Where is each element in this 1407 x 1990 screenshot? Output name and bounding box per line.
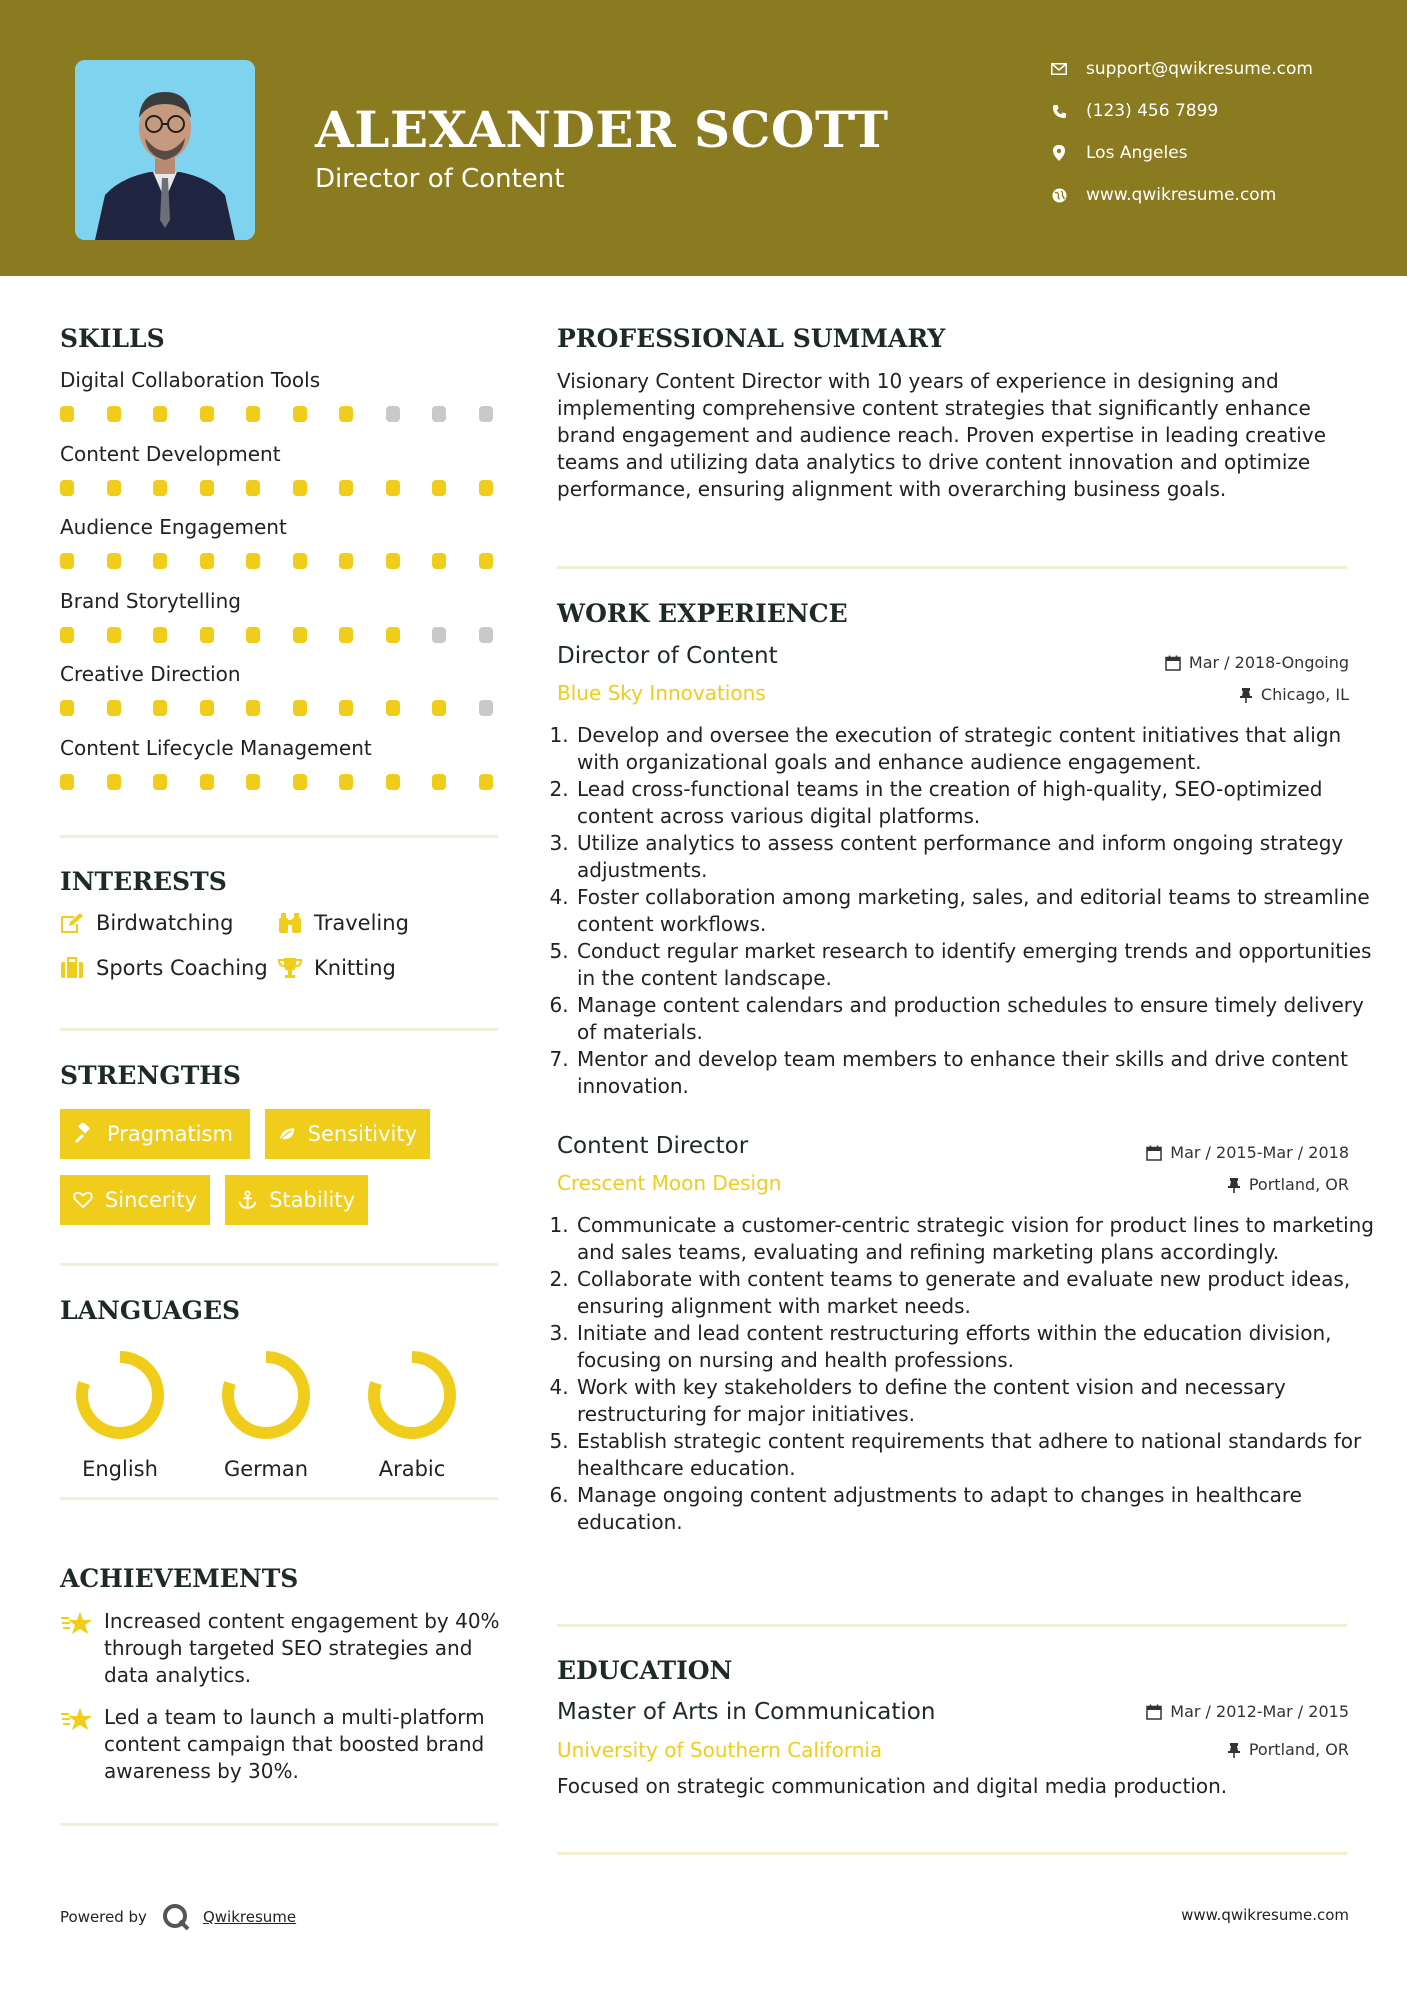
rating-dot-filled bbox=[432, 774, 446, 790]
rating-dot-filled bbox=[60, 406, 74, 422]
rating-dot-filled bbox=[107, 480, 121, 496]
skill-name: Creative Direction bbox=[60, 662, 241, 686]
strength-badge bbox=[265, 1109, 430, 1159]
rating-dot-filled bbox=[246, 627, 260, 643]
language-item bbox=[65, 1347, 175, 1481]
interest-label: Traveling bbox=[314, 911, 409, 935]
rating-dot-filled bbox=[246, 774, 260, 790]
rating-dot-filled bbox=[200, 627, 214, 643]
calendar-icon bbox=[1165, 655, 1181, 671]
divider bbox=[557, 1624, 1347, 1627]
job-bullet: 4. Work with key stakeholders to define the content vision and necessary restructuring for major initiatives. bbox=[575, 1374, 1375, 1428]
skill-name: Brand Storytelling bbox=[60, 588, 241, 613]
map-pin-icon bbox=[1050, 144, 1068, 162]
contact-phone-text: (123) 456 7899 bbox=[1086, 101, 1219, 121]
language-level-arc bbox=[228, 1357, 304, 1433]
language-label: German bbox=[223, 1457, 309, 1481]
job-dates-text: Mar / 2018-Ongoing bbox=[1188, 653, 1349, 672]
language-item bbox=[211, 1347, 321, 1481]
candidate-title: Director of Content bbox=[315, 164, 565, 194]
rating-dot-filled bbox=[107, 406, 121, 422]
strength-label: Sensitivity bbox=[307, 1122, 417, 1146]
rating-dot-filled bbox=[153, 480, 167, 496]
rating-dot-filled bbox=[246, 480, 260, 496]
job-title: Content Director bbox=[557, 1133, 749, 1159]
language-ring bbox=[364, 1347, 460, 1443]
rating-dot-filled bbox=[200, 480, 214, 496]
degree-title: Master of Arts in Communication bbox=[557, 1699, 936, 1725]
skill-rating bbox=[60, 700, 525, 716]
rating-dot-filled bbox=[107, 627, 121, 643]
calendar-icon bbox=[1146, 1704, 1162, 1720]
strength-label: Stability bbox=[269, 1188, 355, 1212]
job-location bbox=[1239, 685, 1349, 704]
language-item bbox=[357, 1347, 467, 1481]
divider bbox=[557, 1852, 1347, 1855]
rating-dot-filled bbox=[339, 774, 353, 790]
rating-dot-empty bbox=[479, 700, 493, 716]
rating-dot-empty bbox=[386, 406, 400, 422]
interest-traveling bbox=[278, 911, 409, 935]
star-icon bbox=[60, 1610, 94, 1636]
job-bullet: 5. Establish strategic content requirements that adhere to national standards for healthcare education. bbox=[575, 1428, 1375, 1482]
job-location-text: Chicago, IL bbox=[1260, 685, 1349, 704]
skill-name: Content Lifecycle Management bbox=[60, 735, 372, 760]
education-dates-text: Mar / 2012-Mar / 2015 bbox=[1170, 1702, 1349, 1721]
rating-dot-filled bbox=[200, 774, 214, 790]
rating-dot-filled bbox=[339, 553, 353, 569]
header-banner bbox=[0, 0, 1407, 276]
leaf-icon bbox=[278, 1123, 296, 1145]
rating-dot-filled bbox=[293, 553, 307, 569]
education-heading: EDUCATION bbox=[557, 1656, 733, 1685]
achievement-item bbox=[60, 1704, 500, 1785]
rating-dot-filled bbox=[479, 480, 493, 496]
rating-dot-filled bbox=[293, 406, 307, 422]
skill-rating bbox=[60, 627, 525, 643]
divider bbox=[60, 1497, 498, 1500]
skills-heading: SKILLS bbox=[60, 324, 165, 353]
skill-rating bbox=[60, 774, 525, 790]
rating-dot-empty bbox=[432, 627, 446, 643]
achievement-item bbox=[60, 1608, 500, 1689]
skill-name: Audience Engagement bbox=[60, 515, 287, 539]
pencil-icon bbox=[60, 912, 84, 934]
rating-dot-filled bbox=[386, 627, 400, 643]
rating-dot-filled bbox=[153, 406, 167, 422]
contact-location-text: Los Angeles bbox=[1086, 143, 1188, 163]
powered-by bbox=[60, 1902, 296, 1932]
globe-icon bbox=[1050, 186, 1068, 204]
rating-dot-filled bbox=[60, 627, 74, 643]
rating-dot-filled bbox=[60, 700, 74, 716]
divider bbox=[60, 835, 498, 838]
contact-website-text: www.qwikresume.com bbox=[1086, 185, 1277, 205]
interest-birdwatching bbox=[60, 911, 233, 935]
rating-dot-filled bbox=[107, 774, 121, 790]
job-location-text: Portland, OR bbox=[1248, 1175, 1349, 1194]
skill-rating bbox=[60, 406, 525, 422]
language-level-arc bbox=[82, 1357, 158, 1433]
job-bullet: 6. Manage content calendars and production schedules to ensure timely delivery of materials. bbox=[575, 992, 1375, 1046]
rating-dot-filled bbox=[293, 627, 307, 643]
job-title: Director of Content bbox=[557, 643, 778, 669]
rating-dot-filled bbox=[432, 553, 446, 569]
divider bbox=[557, 566, 1347, 569]
interest-knitting bbox=[278, 956, 396, 980]
job-bullets bbox=[551, 1212, 1375, 1536]
rating-dot-filled bbox=[60, 553, 74, 569]
strength-label: Sincerity bbox=[104, 1188, 197, 1212]
rating-dot-empty bbox=[479, 406, 493, 422]
job-bullets bbox=[551, 722, 1375, 1100]
rating-dot-filled bbox=[107, 553, 121, 569]
strength-label: Pragmatism bbox=[107, 1122, 233, 1146]
rating-dot-filled bbox=[200, 553, 214, 569]
rating-dot-filled bbox=[246, 700, 260, 716]
job-bullet: 1. Develop and oversee the execution of strategic content initiatives that align with organizational goals and enhance audience engagement. bbox=[575, 722, 1375, 776]
company-name: Crescent Moon Design bbox=[557, 1171, 782, 1195]
job-dates bbox=[1165, 653, 1349, 672]
strength-badge bbox=[60, 1109, 250, 1159]
language-label: English bbox=[82, 1457, 158, 1481]
rating-dot-filled bbox=[432, 700, 446, 716]
contact-email[interactable] bbox=[1050, 59, 1313, 79]
rating-dot-empty bbox=[479, 627, 493, 643]
job-bullet: 3. Utilize analytics to assess content performance and inform ongoing strategy adjustments. bbox=[575, 830, 1375, 884]
strengths-heading: STRENGTHS bbox=[60, 1061, 241, 1090]
brand-link[interactable]: Qwikresume bbox=[202, 1908, 297, 1926]
rating-dot-filled bbox=[339, 406, 353, 422]
footer-website[interactable]: www.qwikresume.com bbox=[1181, 1906, 1349, 1924]
contact-location bbox=[1050, 143, 1188, 163]
job-bullet: 4. Foster collaboration among marketing, sales, and editorial teams to streamline content workflows. bbox=[575, 884, 1375, 938]
rating-dot-filled bbox=[293, 480, 307, 496]
language-label: Arabic bbox=[378, 1457, 446, 1481]
job-dates-text: Mar / 2015-Mar / 2018 bbox=[1170, 1143, 1349, 1162]
pin-icon bbox=[1227, 1742, 1241, 1758]
interest-label: Knitting bbox=[314, 956, 396, 980]
job-bullet: 2. Lead cross-functional teams in the creation of high-quality, SEO-optimized content across various digital platforms. bbox=[575, 776, 1375, 830]
job-dates bbox=[1146, 1143, 1349, 1162]
rating-dot-filled bbox=[153, 627, 167, 643]
divider bbox=[60, 1263, 498, 1266]
language-level-arc bbox=[374, 1357, 450, 1433]
star-icon bbox=[60, 1706, 94, 1732]
skill-name: Digital Collaboration Tools bbox=[60, 368, 321, 392]
interest-label: Sports Coaching bbox=[96, 956, 268, 980]
rating-dot-filled bbox=[200, 700, 214, 716]
interest-sports-coaching bbox=[60, 956, 268, 980]
rating-dot-filled bbox=[479, 774, 493, 790]
skill-name: Content Development bbox=[60, 441, 281, 466]
rating-dot-filled bbox=[386, 480, 400, 496]
job-bullet: 6. Manage ongoing content adjustments to adapt to changes in healthcare education. bbox=[575, 1482, 1375, 1536]
rating-dot-filled bbox=[60, 480, 74, 496]
rating-dot-filled bbox=[60, 774, 74, 790]
gavel-icon bbox=[73, 1123, 95, 1145]
rating-dot-filled bbox=[479, 553, 493, 569]
contact-website[interactable] bbox=[1050, 185, 1276, 205]
rating-dot-filled bbox=[339, 480, 353, 496]
strength-badge bbox=[225, 1175, 368, 1225]
skill-rating bbox=[60, 553, 525, 569]
rating-dot-filled bbox=[246, 553, 260, 569]
experience-heading: WORK EXPERIENCE bbox=[557, 599, 848, 628]
rating-dot-filled bbox=[153, 700, 167, 716]
pin-icon bbox=[1239, 687, 1253, 703]
rating-dot-filled bbox=[386, 774, 400, 790]
rating-dot-filled bbox=[200, 406, 214, 422]
interest-label: Birdwatching bbox=[96, 911, 234, 935]
rating-dot-filled bbox=[246, 406, 260, 422]
calendar-icon bbox=[1146, 1145, 1162, 1161]
contact-phone[interactable] bbox=[1050, 101, 1218, 121]
rating-dot-filled bbox=[386, 553, 400, 569]
rating-dot-filled bbox=[293, 774, 307, 790]
heart-icon bbox=[73, 1190, 93, 1210]
envelope-icon bbox=[1050, 60, 1068, 78]
profile-photo bbox=[75, 60, 255, 240]
language-ring bbox=[72, 1347, 168, 1443]
language-ring bbox=[218, 1347, 314, 1443]
divider bbox=[60, 1028, 498, 1031]
achievements-heading: ACHIEVEMENTS bbox=[60, 1564, 299, 1593]
achievement-text: Increased content engagement by 40% through targeted SEO strategies and data analytics. bbox=[104, 1609, 500, 1687]
job-bullet: 5. Conduct regular market research to identify emerging trends and opportunities in the content landscape. bbox=[575, 938, 1375, 992]
interests-heading: INTERESTS bbox=[60, 867, 227, 896]
school-name: University of Southern California bbox=[557, 1738, 883, 1762]
summary-text: Visionary Content Director with 10 years of experience in designing and implementing comprehensive content strategies that significantly enhance brand engagement and audience reach. Proven expertise in leading creative teams and utilizing data analytics to drive content innovation and optimize performance, ensuring alignment with overarching business goals. bbox=[557, 369, 1326, 501]
briefcase-icon bbox=[60, 957, 84, 979]
rating-dot-filled bbox=[153, 774, 167, 790]
pin-icon bbox=[1227, 1177, 1241, 1193]
education-location-text: Portland, OR bbox=[1248, 1740, 1349, 1759]
anchor-icon bbox=[238, 1189, 257, 1211]
rating-dot-filled bbox=[386, 700, 400, 716]
job-bullet: 7. Mentor and develop team members to enhance their skills and drive content innovation. bbox=[575, 1046, 1375, 1100]
rating-dot-filled bbox=[153, 553, 167, 569]
skill-rating bbox=[60, 480, 525, 496]
company-name: Blue Sky Innovations bbox=[557, 681, 766, 705]
education-location bbox=[1227, 1740, 1349, 1759]
rating-dot-filled bbox=[107, 700, 121, 716]
job-bullet: 3. Initiate and lead content restructuring efforts within the education division, focusing on nursing and health professions. bbox=[575, 1320, 1375, 1374]
qwikresume-logo-icon bbox=[161, 1902, 191, 1932]
languages-heading: LANGUAGES bbox=[60, 1296, 241, 1325]
job-bullet: 2. Collaborate with content teams to generate and evaluate new product ideas, ensuring alignment with market needs. bbox=[575, 1266, 1375, 1320]
rating-dot-empty bbox=[432, 406, 446, 422]
contact-email-text: support@qwikresume.com bbox=[1086, 59, 1313, 79]
rating-dot-filled bbox=[339, 627, 353, 643]
education-dates bbox=[1146, 1702, 1349, 1721]
strength-badge bbox=[60, 1175, 210, 1225]
binoculars-icon bbox=[278, 912, 302, 934]
phone-icon bbox=[1050, 102, 1068, 120]
job-bullet: 1. Communicate a customer-centric strategic vision for product lines to marketing and sales teams, evaluating and refining marketing plans accordingly. bbox=[575, 1212, 1375, 1266]
rating-dot-filled bbox=[293, 700, 307, 716]
job-location bbox=[1227, 1175, 1349, 1194]
education-description: Focused on strategic communication and digital media production. bbox=[557, 1774, 1228, 1798]
rating-dot-filled bbox=[432, 480, 446, 496]
divider bbox=[60, 1823, 498, 1826]
trophy-icon bbox=[278, 957, 302, 979]
achievement-text: Led a team to launch a multi-platform content campaign that boosted brand awareness by 30%. bbox=[104, 1705, 485, 1783]
summary-heading: PROFESSIONAL SUMMARY bbox=[557, 324, 946, 353]
rating-dot-filled bbox=[339, 700, 353, 716]
candidate-name: ALEXANDER SCOTT bbox=[315, 100, 889, 159]
powered-by-text: Powered by bbox=[60, 1908, 147, 1926]
